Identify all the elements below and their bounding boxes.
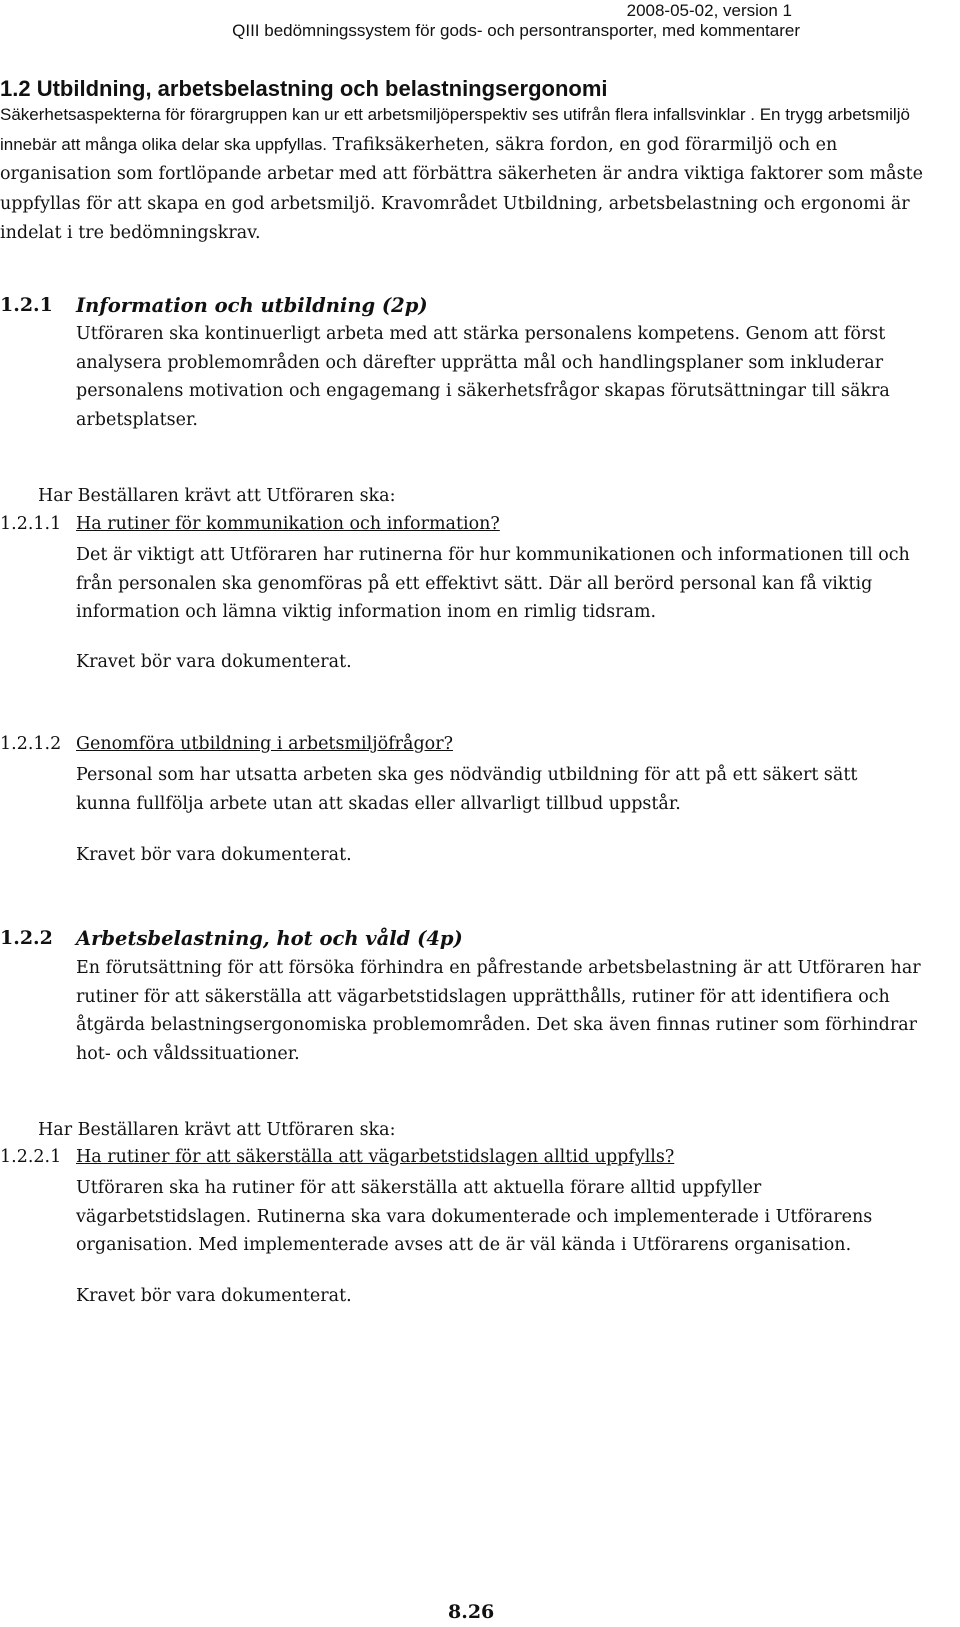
- subsection-number: 1.2.2: [0, 927, 53, 949]
- section-intro-sans: Säkerhetsaspekterna för förargruppen kan ur ett arbetsmiljöperspektiv ses utifrån flera infallsvinklar . En trygg arbetsmiljö innebär att många olika delar ska uppfyllas.: [0, 105, 910, 154]
- subsection-body: Utföraren ska kontinuerligt arbeta med att stärka personalens kompetens. Genom att först analysera problemområden och därefter upprätta mål och handlingsplaner som inkluderar personalens motivation och engagemang i säkerhetsfrågor skapas förutsättningar till säkra arbetsplatser.: [76, 324, 890, 430]
- requirement-number: 1.2.1.2: [0, 734, 62, 754]
- section-title: 1.2 Utbildning, arbetsbelastning och belastningsergonomi: [0, 76, 608, 101]
- requirement-lead: Har Beställaren krävt att Utföraren ska:: [38, 486, 396, 506]
- header-version: 2008-05-02, version 1: [626, 1, 792, 20]
- requirement-number: 1.2.1.1: [0, 514, 62, 534]
- header-title: QIII bedömningssystem för gods- och persontransporter, med kommentarer: [232, 21, 800, 40]
- section-intro-serif: Trafiksäkerheten, säkra fordon, en god förarmiljö och en organisation som fortlöpande arbetar med att förbättra säkerheten är andra viktiga faktorer som måste uppfyllas för att skapa en god arbetsmiljö. Kravområdet Utbildning, arbetsbelastning och ergonomi är indelat i tre bedömningskrav.: [0, 134, 923, 243]
- requirement-lead: Har Beställaren krävt att Utföraren ska:: [38, 1120, 396, 1140]
- subsection-title: Information och utbildning (2p): [76, 294, 428, 317]
- requirement-note: Kravet bör vara dokumenterat.: [76, 652, 352, 672]
- requirement-note: Kravet bör vara dokumenterat.: [76, 1286, 352, 1306]
- requirement-question: Genomföra utbildning i arbetsmiljöfrågor?: [76, 734, 453, 754]
- requirement-note: Kravet bör vara dokumenterat.: [76, 845, 352, 865]
- requirement-question: Ha rutiner för att säkerställa att vägarbetstidslagen alltid uppfylls?: [76, 1147, 675, 1167]
- requirement-number: 1.2.2.1: [0, 1147, 62, 1167]
- section-intro: [0, 100, 930, 248]
- subsection-title: Arbetsbelastning, hot och våld (4p): [76, 927, 463, 950]
- requirement-body: Utföraren ska ha rutiner för att säkerställa att aktuella förare alltid uppfyller vägarbetstidslagen. Rutinerna ska vara dokumenterade och implementerade i Utförarens organisation. Med implementerade avses att de är väl kända i Utförarens organisation.: [76, 1178, 873, 1255]
- requirement-body: Personal som har utsatta arbeten ska ges nödvändig utbildning för att på ett säkert sätt kunna fullfölja arbete utan att skadas eller allvarligt tillbud uppstår.: [76, 765, 858, 814]
- subsection-number: 1.2.1: [0, 294, 53, 316]
- page-number: 8.26: [448, 1601, 495, 1623]
- subsection-body: En förutsättning för att försöka förhindra en påfrestande arbetsbelastning är att Utföraren har rutiner för att säkerställa att vägarbetstidslagen upprätthålls, rutiner för att identifiera och åtgärda belastningsergonomiska problemområden. Det ska även finnas rutiner som förhindrar hot- och våldssituationer.: [76, 958, 921, 1064]
- requirement-question: Ha rutiner för kommunikation och information?: [76, 514, 500, 534]
- requirement-body: Det är viktigt att Utföraren har rutinerna för hur kommunikationen och informationen till och från personalen ska genomföras på ett effektivt sätt. Där all berörd personal kan få viktig information och lämna viktig information inom en rimlig tidsram.: [76, 545, 910, 622]
